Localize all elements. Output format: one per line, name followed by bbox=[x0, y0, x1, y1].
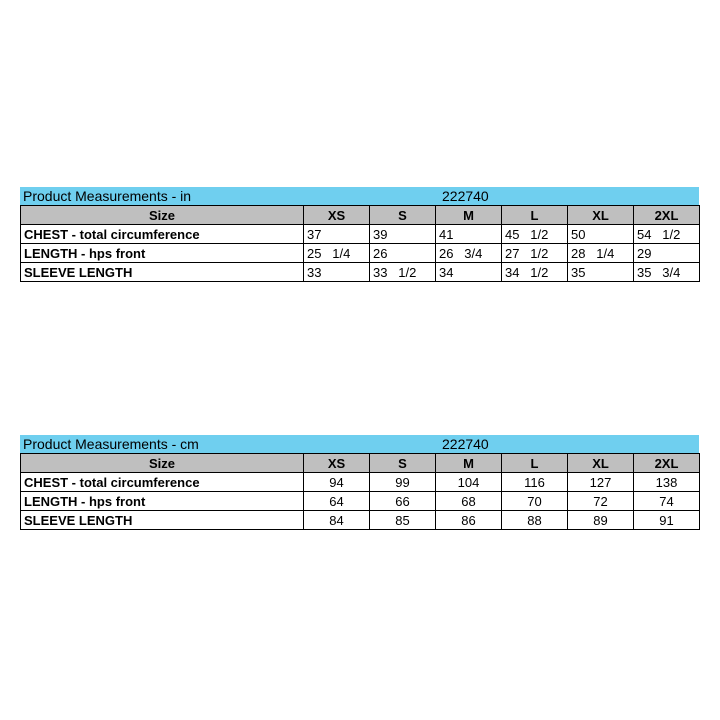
row-label: CHEST - total circumference bbox=[21, 225, 304, 244]
cell-xs: 94 bbox=[304, 473, 370, 492]
cell-xs: 84 bbox=[304, 511, 370, 530]
cell-xl: 28 1/4 bbox=[568, 244, 634, 263]
header-xl: XL bbox=[568, 454, 634, 473]
header-2xl: 2XL bbox=[634, 454, 700, 473]
cell-m: 104 bbox=[436, 473, 502, 492]
table-row bbox=[21, 225, 700, 244]
table-row bbox=[21, 263, 700, 282]
cell-xs: 33 bbox=[304, 263, 370, 282]
cell-s: 66 bbox=[370, 492, 436, 511]
header-s: S bbox=[370, 206, 436, 225]
table-title-bar bbox=[20, 435, 699, 453]
cell-xl: 72 bbox=[568, 492, 634, 511]
cell-xs: 25 1/4 bbox=[304, 244, 370, 263]
table-title: Product Measurements - in bbox=[23, 188, 192, 204]
cell-xl: 35 bbox=[568, 263, 634, 282]
header-m: M bbox=[436, 454, 502, 473]
cell-xl: 89 bbox=[568, 511, 634, 530]
row-label: LENGTH - hps front bbox=[21, 244, 304, 263]
table-title-bar bbox=[20, 187, 699, 205]
table-row bbox=[21, 511, 700, 530]
size-table bbox=[20, 205, 700, 282]
cell-2xl: 54 1/2 bbox=[634, 225, 700, 244]
header-size: Size bbox=[21, 454, 304, 473]
product-code: 222740 bbox=[442, 436, 489, 452]
header-size: Size bbox=[21, 206, 304, 225]
measurements-table-cm bbox=[20, 435, 699, 530]
header-xs: XS bbox=[304, 454, 370, 473]
header-row bbox=[21, 454, 700, 473]
table-row bbox=[21, 492, 700, 511]
cell-m: 86 bbox=[436, 511, 502, 530]
cell-m: 41 bbox=[436, 225, 502, 244]
cell-s: 39 bbox=[370, 225, 436, 244]
header-l: L bbox=[502, 206, 568, 225]
header-2xl: 2XL bbox=[634, 206, 700, 225]
cell-m: 26 3/4 bbox=[436, 244, 502, 263]
product-code: 222740 bbox=[442, 188, 489, 204]
cell-m: 34 bbox=[436, 263, 502, 282]
cell-l: 88 bbox=[502, 511, 568, 530]
row-label: SLEEVE LENGTH bbox=[21, 263, 304, 282]
measurements-table-inches bbox=[20, 187, 699, 282]
cell-l: 34 1/2 bbox=[502, 263, 568, 282]
cell-2xl: 138 bbox=[634, 473, 700, 492]
header-row bbox=[21, 206, 700, 225]
cell-2xl: 74 bbox=[634, 492, 700, 511]
cell-s: 85 bbox=[370, 511, 436, 530]
cell-s: 26 bbox=[370, 244, 436, 263]
header-s: S bbox=[370, 454, 436, 473]
cell-l: 116 bbox=[502, 473, 568, 492]
row-label: LENGTH - hps front bbox=[21, 492, 304, 511]
cell-l: 70 bbox=[502, 492, 568, 511]
table-row bbox=[21, 244, 700, 263]
cell-2xl: 29 bbox=[634, 244, 700, 263]
size-table bbox=[20, 453, 700, 530]
header-xl: XL bbox=[568, 206, 634, 225]
cell-xl: 127 bbox=[568, 473, 634, 492]
header-m: M bbox=[436, 206, 502, 225]
cell-s: 99 bbox=[370, 473, 436, 492]
row-label: SLEEVE LENGTH bbox=[21, 511, 304, 530]
cell-2xl: 91 bbox=[634, 511, 700, 530]
header-l: L bbox=[502, 454, 568, 473]
cell-l: 45 1/2 bbox=[502, 225, 568, 244]
cell-2xl: 35 3/4 bbox=[634, 263, 700, 282]
table-row bbox=[21, 473, 700, 492]
cell-s: 33 1/2 bbox=[370, 263, 436, 282]
header-xs: XS bbox=[304, 206, 370, 225]
table-title: Product Measurements - cm bbox=[23, 436, 199, 452]
cell-xs: 37 bbox=[304, 225, 370, 244]
cell-m: 68 bbox=[436, 492, 502, 511]
cell-xl: 50 bbox=[568, 225, 634, 244]
cell-l: 27 1/2 bbox=[502, 244, 568, 263]
cell-xs: 64 bbox=[304, 492, 370, 511]
row-label: CHEST - total circumference bbox=[21, 473, 304, 492]
